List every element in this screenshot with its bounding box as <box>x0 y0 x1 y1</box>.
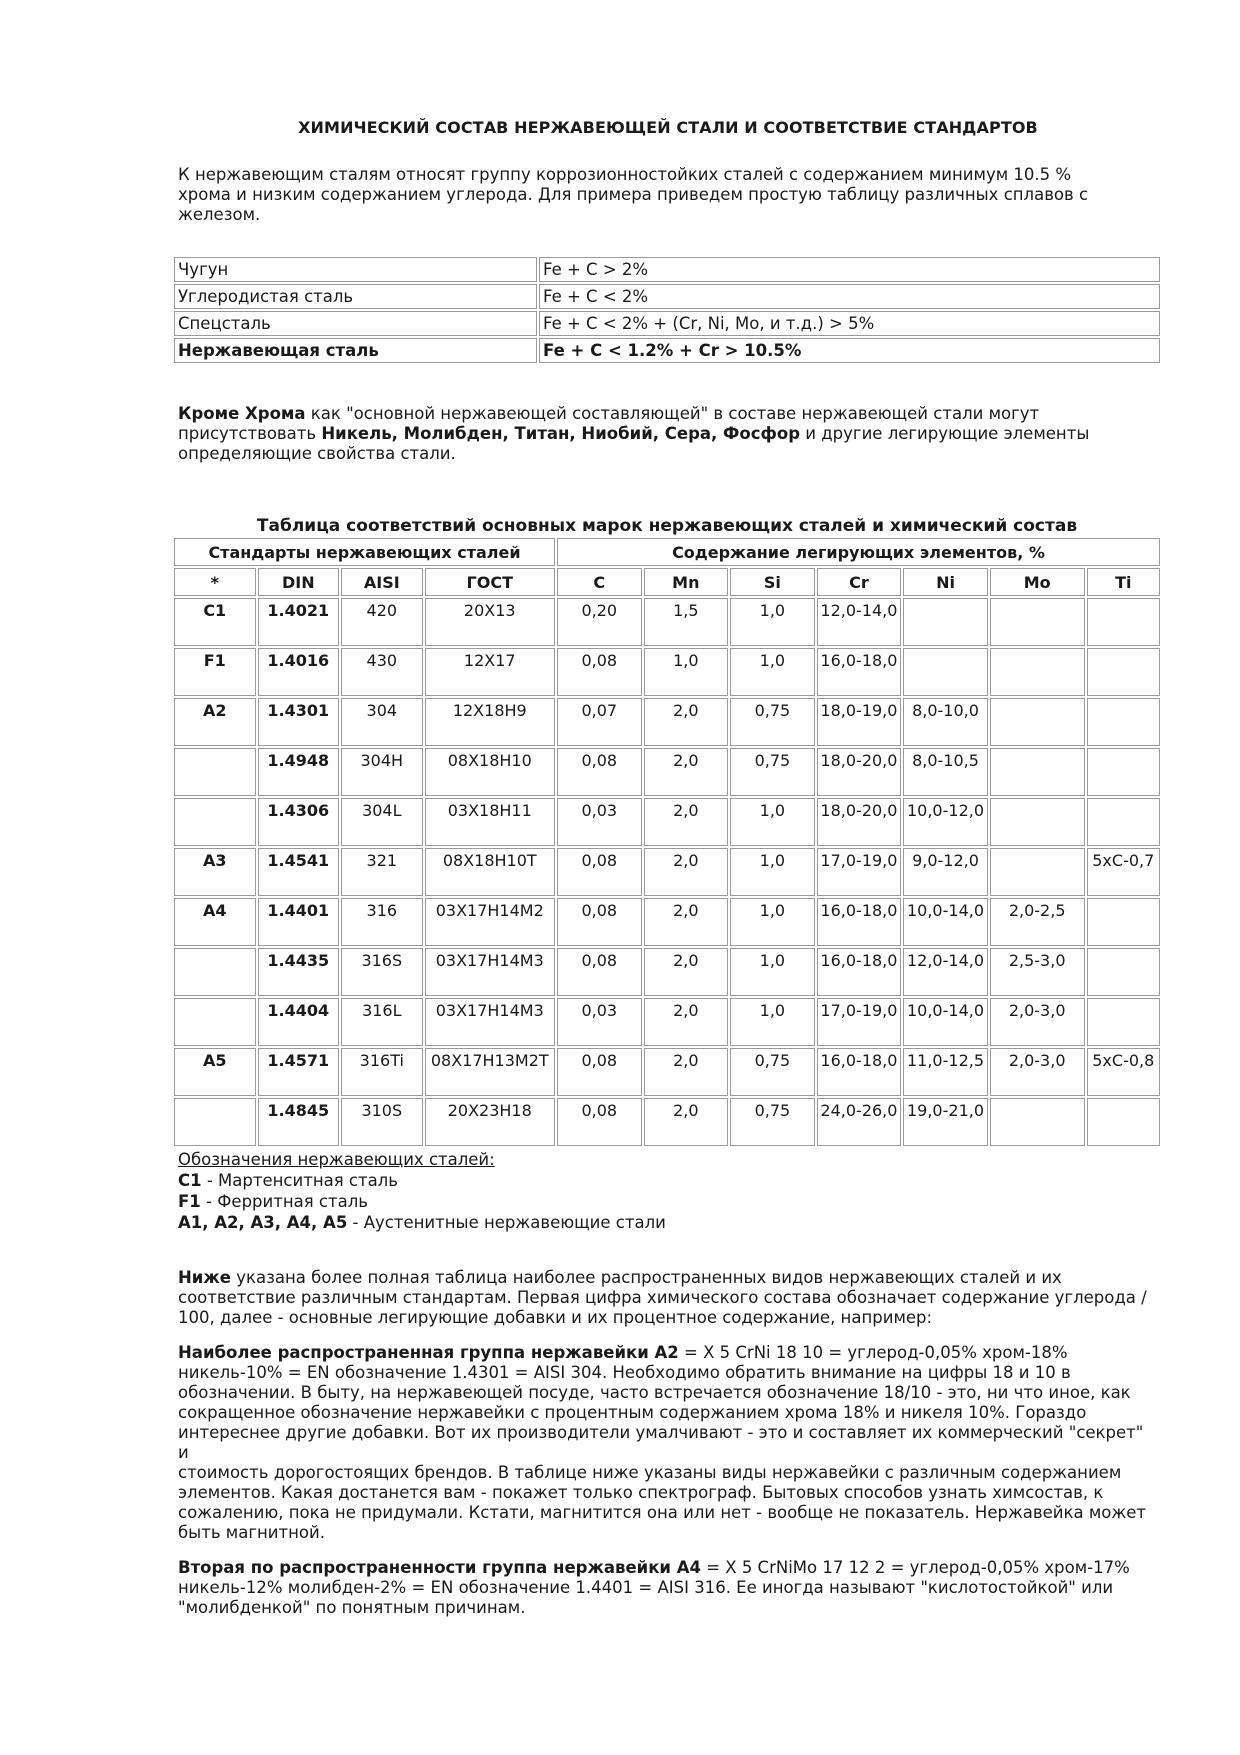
din-cell: 1.4845 <box>258 1098 340 1146</box>
text: = X 5 CrNi 18 10 = углерод-0,05% хром-18% <box>678 1343 1068 1362</box>
table-row <box>174 598 1160 646</box>
ni-cell: 8,0-10,0 <box>903 698 988 746</box>
ni-cell: 10,0-12,0 <box>903 798 988 846</box>
c-cell: 0,03 <box>557 798 642 846</box>
si-cell: 0,75 <box>730 698 815 746</box>
gost-cell: 08Х18Н10Т <box>425 848 555 896</box>
aisi-cell: 304L <box>341 798 423 846</box>
cr-cell: 16,0-18,0 <box>817 648 902 696</box>
ni-cell: 10,0-14,0 <box>903 998 988 1046</box>
mo-cell <box>990 598 1085 646</box>
paragraph-line: определяющие свойства стали. <box>178 444 456 463</box>
text: и другие легирующие элементы <box>800 424 1090 443</box>
alloy-name: Нержавеющая сталь <box>174 338 537 363</box>
intro-line: хрома и низким содержанием углерода. Для примера приведем простую таблицу различных сплавов с <box>178 185 1089 204</box>
alloy-formula: Fe + C < 2% + (Cr, Ni, Mo, и т.д.) > 5% <box>539 311 1160 336</box>
aisi-cell: 420 <box>341 598 423 646</box>
paragraph-line <box>178 424 1158 444</box>
column-header: Ni <box>903 568 988 596</box>
si-cell: 1,0 <box>730 948 815 996</box>
legend-text: - Ферритная сталь <box>200 1192 368 1211</box>
intro-line: К нержавеющим сталям относят группу коррозионностойких сталей с содержанием минимум 10.5 % <box>178 165 1072 184</box>
group-cell: F1 <box>174 648 256 696</box>
bold-text: Ниже <box>178 1268 231 1287</box>
group-cell: A5 <box>174 1048 256 1096</box>
legend-code: A1, A2, A3, A4, A5 <box>178 1213 348 1232</box>
paragraph-line: сожалению, пока не придумали. Кстати, магнитится она или нет - вообще не показатель. Нержавейка может <box>178 1503 1147 1522</box>
ti-cell <box>1087 998 1160 1046</box>
ti-cell <box>1087 948 1160 996</box>
page-title: ХИМИЧЕСКИЙ СОСТАВ НЕРЖАВЕЮЩЕЙ СТАЛИ И СООТВЕТСТВИЕ СТАНДАРТОВ <box>298 118 1038 137</box>
alloy-formula: Fe + C < 1.2% + Cr > 10.5% <box>539 338 1160 363</box>
table-row <box>174 998 1160 1046</box>
legend-code: C1 <box>178 1171 202 1190</box>
aisi-cell: 316L <box>341 998 423 1046</box>
mn-cell: 2,0 <box>644 698 729 746</box>
alloy-formula: Fe + C > 2% <box>539 257 1160 282</box>
paragraph-line <box>178 404 1158 424</box>
paragraph-line: интереснее другие добавки. Вот их производители умалчивают - это и составляет их коммерческий "секрет" и <box>178 1423 1144 1462</box>
table-row <box>174 311 1160 336</box>
legend <box>178 1149 666 1233</box>
group-cell <box>174 998 256 1046</box>
ti-cell <box>1087 598 1160 646</box>
paragraph-line: обозначении. В быту, на нержавеющей посуде, часто встречается обозначение 18/10 - это, ни что иное, как <box>178 1383 1131 1402</box>
mn-cell: 2,0 <box>644 998 729 1046</box>
paragraph-line: стоимость дорогостоящих брендов. В таблице ниже указаны виды нержавейки с различным содержанием <box>178 1463 1122 1482</box>
c-cell: 0,08 <box>557 748 642 796</box>
c-cell: 0,03 <box>557 998 642 1046</box>
aisi-cell: 304 <box>341 698 423 746</box>
mo-cell <box>990 748 1085 796</box>
text: указана более полная таблица наиболее распространенных видов нержавеющих сталей и их <box>230 1268 1062 1287</box>
din-cell: 1.4401 <box>258 898 340 946</box>
table-row <box>174 648 1160 696</box>
ti-cell <box>1087 898 1160 946</box>
mn-cell: 2,0 <box>644 1098 729 1146</box>
mo-cell <box>990 1098 1085 1146</box>
cr-cell: 18,0-19,0 <box>817 698 902 746</box>
group-cell <box>174 798 256 846</box>
gost-cell: 08Х17Н13М2Т <box>425 1048 555 1096</box>
mo-cell <box>990 648 1085 696</box>
below-paragraph <box>178 1268 1158 1328</box>
cr-cell: 16,0-18,0 <box>817 898 902 946</box>
mn-cell: 2,0 <box>644 948 729 996</box>
legend-item <box>178 1212 666 1233</box>
cr-cell: 18,0-20,0 <box>817 748 902 796</box>
din-cell: 1.4301 <box>258 698 340 746</box>
din-cell: 1.4404 <box>258 998 340 1046</box>
gost-cell: 03Х17Н14М3 <box>425 948 555 996</box>
table-row <box>174 898 1160 946</box>
column-header: ГОСТ <box>425 568 555 596</box>
paragraph-line: сокращенное обозначение нержавейки с процентным содержанием хрома 18% и никеля 10%. Гораздо <box>178 1403 1087 1422</box>
table-row <box>174 284 1160 309</box>
ti-cell <box>1087 748 1160 796</box>
elements-paragraph <box>178 404 1158 464</box>
aisi-cell: 321 <box>341 848 423 896</box>
paragraph-line: 100, далее - основные легирующие добавки и их процентное содержание, например: <box>178 1308 933 1327</box>
si-cell: 1,0 <box>730 648 815 696</box>
bold-text: Вторая по распространенности группа нержавейки A4 <box>178 1558 701 1577</box>
legend-code: F1 <box>178 1192 201 1211</box>
ni-cell <box>903 598 988 646</box>
intro-paragraph <box>178 165 1158 225</box>
table-row <box>174 748 1160 796</box>
bold-text: Наиболее распространенная группа нержавейки A2 <box>178 1343 679 1362</box>
legend-heading: Обозначения нержавеющих сталей: <box>178 1150 495 1169</box>
din-cell: 1.4541 <box>258 848 340 896</box>
ti-cell <box>1087 798 1160 846</box>
mn-cell: 1,0 <box>644 648 729 696</box>
din-cell: 1.4435 <box>258 948 340 996</box>
mn-cell: 2,0 <box>644 798 729 846</box>
bold-text: Никель, Молибден, Титан, Ниобий, Сера, Фосфор <box>321 424 801 443</box>
bold-text: Кроме Хрома <box>178 404 306 423</box>
si-cell: 1,0 <box>730 898 815 946</box>
legend-text: - Мартенситная сталь <box>201 1171 398 1190</box>
paragraph-line: соответствие различным стандартам. Первая цифра химического состава обозначает содержание углерода / <box>178 1288 1147 1307</box>
group-cell: A3 <box>174 848 256 896</box>
din-cell: 1.4306 <box>258 798 340 846</box>
steel-grades-table <box>172 536 1162 1148</box>
mn-cell: 1,5 <box>644 598 729 646</box>
intro-line: железом. <box>178 205 261 224</box>
cr-cell: 18,0-20,0 <box>817 798 902 846</box>
a2-paragraph <box>178 1343 1158 1543</box>
mo-cell: 2,0-2,5 <box>990 898 1085 946</box>
paragraph-line <box>178 1343 1158 1363</box>
alloy-name: Спецсталь <box>174 311 537 336</box>
si-cell: 1,0 <box>730 848 815 896</box>
alloys-table <box>172 255 1162 365</box>
group-header-standards: Стандарты нержавеющих сталей <box>174 538 555 566</box>
legend-item <box>178 1170 666 1191</box>
mn-cell: 2,0 <box>644 748 729 796</box>
paragraph-line <box>178 1558 1158 1578</box>
table-row <box>174 1098 1160 1146</box>
paragraph-line: быть магнитной. <box>178 1523 325 1542</box>
aisi-cell: 310S <box>341 1098 423 1146</box>
gost-cell: 08Х18Н10 <box>425 748 555 796</box>
mo-cell: 2,0-3,0 <box>990 1048 1085 1096</box>
ti-cell: 5xC-0,7 <box>1087 848 1160 896</box>
si-cell: 0,75 <box>730 748 815 796</box>
text: присутствовать <box>178 424 322 443</box>
column-header: Si <box>730 568 815 596</box>
mo-cell: 2,0-3,0 <box>990 998 1085 1046</box>
paragraph-line: "молибденкой" по понятным причинам. <box>178 1598 526 1617</box>
column-header: Cr <box>817 568 902 596</box>
gost-cell: 03Х18Н11 <box>425 798 555 846</box>
aisi-cell: 316 <box>341 898 423 946</box>
ti-cell <box>1087 698 1160 746</box>
table-row <box>174 698 1160 746</box>
table-row <box>174 948 1160 996</box>
table-group-header-row <box>174 538 1160 566</box>
column-header: C <box>557 568 642 596</box>
group-cell <box>174 1098 256 1146</box>
a4-paragraph <box>178 1558 1158 1618</box>
c-cell: 0,08 <box>557 1048 642 1096</box>
paragraph-line: никель-10% = EN обозначение 1.4301 = AISI 304. Необходимо обратить внимание на цифры 18 и 10 в <box>178 1363 1071 1382</box>
ni-cell <box>903 648 988 696</box>
table-row <box>174 257 1160 282</box>
alloy-name: Чугун <box>174 257 537 282</box>
mn-cell: 2,0 <box>644 898 729 946</box>
ti-cell: 5xC-0,8 <box>1087 1048 1160 1096</box>
group-cell: A2 <box>174 698 256 746</box>
mo-cell <box>990 848 1085 896</box>
si-cell: 1,0 <box>730 598 815 646</box>
legend-item <box>178 1191 666 1212</box>
table-header-row <box>174 568 1160 596</box>
aisi-cell: 316S <box>341 948 423 996</box>
mo-cell: 2,5-3,0 <box>990 948 1085 996</box>
text: = X 5 CrNiMo 17 12 2 = углерод-0,05% хром-17% <box>700 1558 1130 1577</box>
din-cell: 1.4016 <box>258 648 340 696</box>
column-header: DIN <box>258 568 340 596</box>
alloy-formula: Fe + C < 2% <box>539 284 1160 309</box>
mn-cell: 2,0 <box>644 848 729 896</box>
c-cell: 0,08 <box>557 948 642 996</box>
ni-cell: 10,0-14,0 <box>903 898 988 946</box>
steel-table-caption: Таблица соответствий основных марок нержавеющих сталей и химический состав <box>256 516 1078 536</box>
ni-cell: 9,0-12,0 <box>903 848 988 896</box>
gost-cell: 03Х17Н14М3 <box>425 998 555 1046</box>
paragraph-line: никель-12% молибден-2% = EN обозначение 1.4401 = AISI 316. Ее иногда называют "кислотостойкой" или <box>178 1578 1114 1597</box>
aisi-cell: 430 <box>341 648 423 696</box>
mo-cell <box>990 798 1085 846</box>
din-cell: 1.4948 <box>258 748 340 796</box>
steel-table-body <box>174 598 1160 1146</box>
gost-cell: 20Х13 <box>425 598 555 646</box>
text: как "основной нержавеющей составляющей" в составе нержавеющей стали могут <box>305 404 1040 423</box>
c-cell: 0,08 <box>557 648 642 696</box>
cr-cell: 24,0-26,0 <box>817 1098 902 1146</box>
column-header: * <box>174 568 256 596</box>
aisi-cell: 316Ti <box>341 1048 423 1096</box>
cr-cell: 12,0-14,0 <box>817 598 902 646</box>
gost-cell: 12Х18Н9 <box>425 698 555 746</box>
si-cell: 0,75 <box>730 1048 815 1096</box>
ni-cell: 8,0-10,5 <box>903 748 988 796</box>
cr-cell: 16,0-18,0 <box>817 948 902 996</box>
table-row <box>174 848 1160 896</box>
column-header: Ti <box>1087 568 1160 596</box>
ni-cell: 19,0-21,0 <box>903 1098 988 1146</box>
column-header: AISI <box>341 568 423 596</box>
gost-cell: 03Х17Н14М2 <box>425 898 555 946</box>
c-cell: 0,07 <box>557 698 642 746</box>
group-cell <box>174 948 256 996</box>
ti-cell <box>1087 1098 1160 1146</box>
paragraph-line <box>178 1268 1158 1288</box>
c-cell: 0,08 <box>557 1098 642 1146</box>
c-cell: 0,08 <box>557 848 642 896</box>
c-cell: 0,20 <box>557 598 642 646</box>
din-cell: 1.4021 <box>258 598 340 646</box>
si-cell: 1,0 <box>730 798 815 846</box>
group-header-content: Содержание легирующих элементов, % <box>557 538 1160 566</box>
ti-cell <box>1087 648 1160 696</box>
column-header: Mn <box>644 568 729 596</box>
table-row <box>174 338 1160 363</box>
si-cell: 0,75 <box>730 1098 815 1146</box>
mn-cell: 2,0 <box>644 1048 729 1096</box>
table-row <box>174 1048 1160 1096</box>
group-cell <box>174 748 256 796</box>
mo-cell <box>990 698 1085 746</box>
cr-cell: 17,0-19,0 <box>817 848 902 896</box>
gost-cell: 20Х23Н18 <box>425 1098 555 1146</box>
cr-cell: 16,0-18,0 <box>817 1048 902 1096</box>
paragraph-line: элементов. Какая достанется вам - покажет только спектрограф. Бытовых способов узнать химсостав, к <box>178 1483 1104 1502</box>
si-cell: 1,0 <box>730 998 815 1046</box>
cr-cell: 17,0-19,0 <box>817 998 902 1046</box>
legend-text: - Аустенитные нержавеющие стали <box>347 1213 666 1232</box>
column-header: Mo <box>990 568 1085 596</box>
ni-cell: 11,0-12,5 <box>903 1048 988 1096</box>
group-cell: A4 <box>174 898 256 946</box>
ni-cell: 12,0-14,0 <box>903 948 988 996</box>
group-cell: C1 <box>174 598 256 646</box>
aisi-cell: 304H <box>341 748 423 796</box>
c-cell: 0,08 <box>557 898 642 946</box>
table-row <box>174 798 1160 846</box>
alloy-name: Углеродистая сталь <box>174 284 537 309</box>
gost-cell: 12Х17 <box>425 648 555 696</box>
din-cell: 1.4571 <box>258 1048 340 1096</box>
